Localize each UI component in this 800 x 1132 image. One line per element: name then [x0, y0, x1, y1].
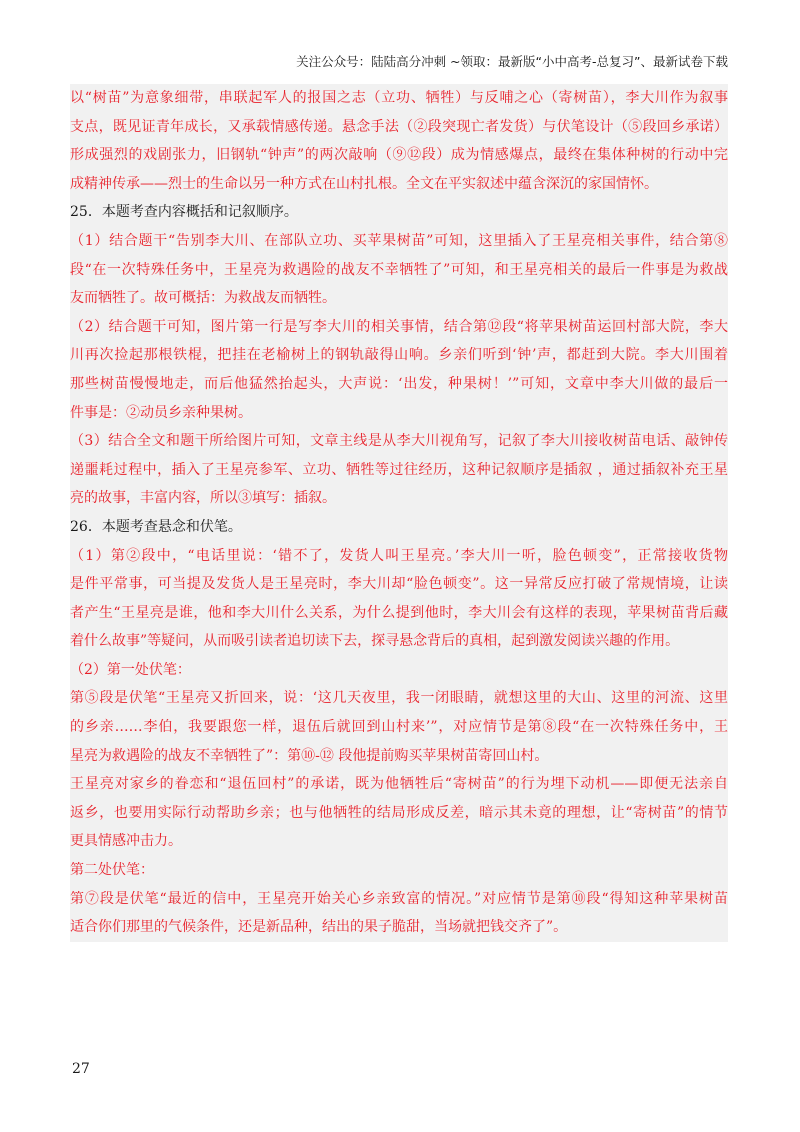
text-line: 王星亮对家乡的眷恋和“退伍回村”的承诺，既为他牺牲后“寄树苗”的行为埋下动机——即便无法亲自 [70, 776, 728, 793]
text-line: 第⑤段是伏笔“王星亮又折回来，说：‘这几天夜里，我一闭眼睛，就想这里的大山、这里的河流、这里 [70, 690, 728, 707]
page-header: 关注公众号：陆陆高分冲刺 ~领取：最新版“小中高考-总复习”、最新试卷下载 [296, 54, 728, 69]
text-line: 川再次捡起那根铁棍，把挂在老榆树上的钢轨敲得山响。乡亲们听到‘钟’声，都赶到大院。李大川围着 [70, 347, 728, 364]
text-line: 那些树苗慢慢地走，而后他猛然抬起头，大声说：‘出发，种果树！’”可知，文章中李大川做的最后一 [70, 375, 728, 392]
text-line: 星亮为救遇险的战友不幸牺牲了”：第⑩-⑫ 段他提前购买苹果树苗寄回山村。 [70, 747, 549, 764]
text-line: 件事是：②动员乡亲种果树。 [70, 404, 252, 421]
text-line: 适合你们那里的气候条件，还是新品种，结出的果子脆甜，当场就把钱交齐了”。 [70, 919, 568, 936]
text-line: 返乡，也要用实际行动帮助乡亲；也与他牺牲的结局形成反差，暗示其未竟的理想，让“寄树苗”的情节 [70, 804, 728, 821]
text-line: （2）第一处伏笔： [70, 661, 191, 678]
text-line: 26．本题考查悬念和伏笔。 [70, 518, 242, 535]
text-line: （3）结合全文和题干所给图片可知，文章主线是从李大川视角写，记叙了李大川接收树苗电话、敲钟传 [70, 433, 728, 450]
text-line: 成精神传承——烈士的生命以另一种方式在山村扎根。全文在平实叙述中蕴含深沉的家国情怀。 [70, 175, 658, 192]
text-line: （2）结合题干可知，图片第一行是写李大川的相关事情，结合第⑫段“将苹果树苗运回村部大院，李大 [70, 318, 728, 335]
answer-content [70, 84, 728, 942]
text-line: 者产生“王星亮是谁，他和李大川什么关系，为什么提到他时，李大川会有这样的表现，苹果树苗背后藏 [70, 604, 728, 621]
text-line: 递噩耗过程中，插入了王星亮参军、立功、牺牲等过往经历，这种记叙顺序是插叙 ，通过插叙补充王星 [70, 461, 728, 478]
text-line: 是件平常事，可当提及发货人是王星亮时，李大川却“脸色顿变”。这一异常反应打破了常规情境，让读 [70, 576, 728, 593]
text-line: 以“树苗”为意象细带，串联起军人的报国之志（立功、牺牲）与反哺之心（寄树苗），李大川作为叙事 [70, 90, 728, 106]
text-line: 着什么故事”等疑问，从而吸引读者追切读下去，探寻悬念背后的真相，起到激发阅读兴趣的作用。 [70, 633, 680, 650]
page-number: 27 [72, 1061, 90, 1077]
text-line: 支点，既见证青年成长，又承载情感传递。悬念手法（②段突现亡者发货）与伏笔设计（⑤段回乡承诺） [70, 118, 728, 135]
text-line: 更具情感冲击力。 [70, 833, 182, 850]
text-line: 亮的故事，丰富内容，所以③填写：插叙。 [70, 490, 336, 507]
text-line: （1）结合题干“告别李大川、在部队立功、买苹果树苗”可知，这里插入了王星亮相关事件，结合第⑧ [70, 232, 728, 249]
text-line: 友而牺牲了。故可概括：为救战友而牺牲。 [70, 290, 336, 307]
text-line: 段“在一次特殊任务中，王星亮为救遇险的战友不幸牺牲了”可知，和王星亮相关的最后一件事是为救战 [70, 261, 728, 278]
text-line: 的乡亲……李伯，我要跟您一样，退伍后就回到山村来’”，对应情节是第⑧段“在一次特殊任务中，王 [70, 719, 728, 736]
text-line: 第⑦段是伏笔“最近的信中，王星亮开始关心乡亲致富的情况。”对应情节是第⑩段“得知这种苹果树苗 [70, 890, 728, 907]
text-line: （1）第②段中，“电话里说：‘错不了，发货人叫王星亮。’李大川一听，脸色顿变”，正常接收货物 [70, 547, 728, 564]
text-line: 25．本题考查内容概括和记叙顺序。 [70, 204, 298, 221]
text-line: 第二处伏笔： [70, 862, 154, 879]
text-line: 形成强烈的戏剧张力，旧钢轨“钟声”的两次敲响（⑨⑫段）成为情感爆点，最终在集体种树的行动中完 [70, 147, 728, 164]
